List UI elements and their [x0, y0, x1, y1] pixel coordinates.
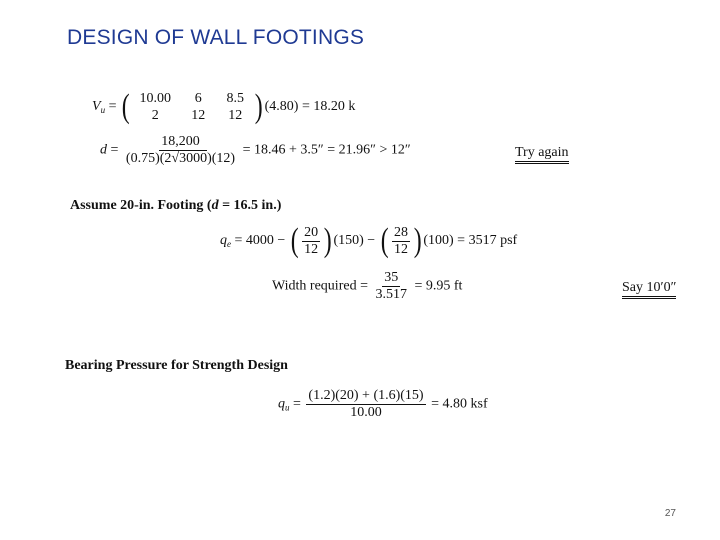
vu-tail: (4.80) = 18.20 k [264, 99, 356, 115]
qu-lhs: q [278, 396, 285, 412]
d-eq: = [110, 142, 119, 158]
vu-r2c2: 12 [191, 108, 206, 123]
qu-eq: = [293, 396, 301, 412]
left-paren: ( [290, 222, 299, 259]
try-again-note [515, 145, 569, 161]
d-numerator: 18,200 [161, 134, 200, 149]
vu-equation [92, 90, 355, 124]
width-num: 35 [384, 270, 399, 285]
qe-frac1-num: 20 [304, 224, 319, 240]
vu-r2c1: 2 [151, 108, 159, 123]
vu-r1c3: 8.5 [226, 91, 245, 106]
right-paren: ) [254, 88, 263, 125]
assume-text2: = 16.5 in.) [218, 198, 282, 213]
width-label: Width required = [272, 278, 368, 294]
qe-frac1-den: 12 [304, 241, 319, 257]
vu-matrix [131, 90, 253, 124]
vu-eq: = [108, 99, 117, 115]
vu-r2c3: 12 [228, 108, 243, 123]
qu-lhs-sub: u [285, 402, 290, 413]
width-equation [272, 270, 462, 303]
qe-frac2-num: 28 [394, 224, 409, 240]
left-paren: ( [121, 88, 130, 125]
qu-tail: = 4.80 ksf [431, 396, 488, 412]
d-tail: = 18.46 + 3.5″ = 21.96″ > 12″ [242, 142, 411, 158]
d-equation [100, 134, 411, 167]
width-tail: = 9.95 ft [414, 278, 463, 294]
say-note [622, 280, 676, 296]
right-paren: ) [323, 222, 332, 259]
qu-num: (1.2)(20) + (1.6)(15) [308, 388, 424, 403]
d-den-pre: (0.75)(2 [125, 151, 172, 166]
qe-lhs: q [220, 233, 227, 249]
width-den: 3.517 [375, 287, 407, 302]
slide-title: DESIGN OF WALL FOOTINGS [67, 26, 365, 49]
qu-den: 10.00 [350, 405, 382, 420]
qe-fraction1 [302, 225, 320, 258]
left-paren: ( [380, 222, 389, 259]
bearing-heading: Bearing Pressure for Strength Design [65, 358, 288, 373]
qu-equation [278, 388, 488, 421]
qe-fraction2 [392, 225, 410, 258]
vu-r1c1: 10.00 [139, 91, 172, 106]
say-label: Say 10′0″ [622, 280, 676, 299]
qe-part2: (150) − [333, 233, 376, 249]
try-again-label: Try again [515, 145, 569, 164]
d-fraction [124, 134, 237, 167]
qe-frac2-den: 12 [394, 241, 409, 257]
assume-heading [70, 198, 281, 214]
vu-lhs-sub: u [100, 105, 106, 116]
vu-r1c2: 6 [194, 91, 202, 106]
d-den-root: 3000 [179, 151, 208, 166]
qe-part3: (100) = 3517 psf [423, 233, 518, 249]
qe-part1: = 4000 − [234, 233, 286, 249]
width-fraction [373, 270, 409, 303]
assume-text: Assume 20-in. Footing ( [70, 198, 212, 213]
page-number: 27 [664, 508, 676, 519]
qe-equation [220, 224, 517, 258]
d-lhs: d [100, 142, 107, 158]
qu-fraction [306, 388, 425, 421]
assume-d: d [211, 198, 219, 213]
right-paren: ) [413, 222, 422, 259]
vu-lhs: V [92, 99, 101, 115]
sqrt-icon: √ [171, 151, 180, 166]
d-den-post: )(12) [207, 151, 236, 166]
d-denominator [124, 151, 237, 167]
qe-lhs-sub: e [227, 239, 231, 250]
